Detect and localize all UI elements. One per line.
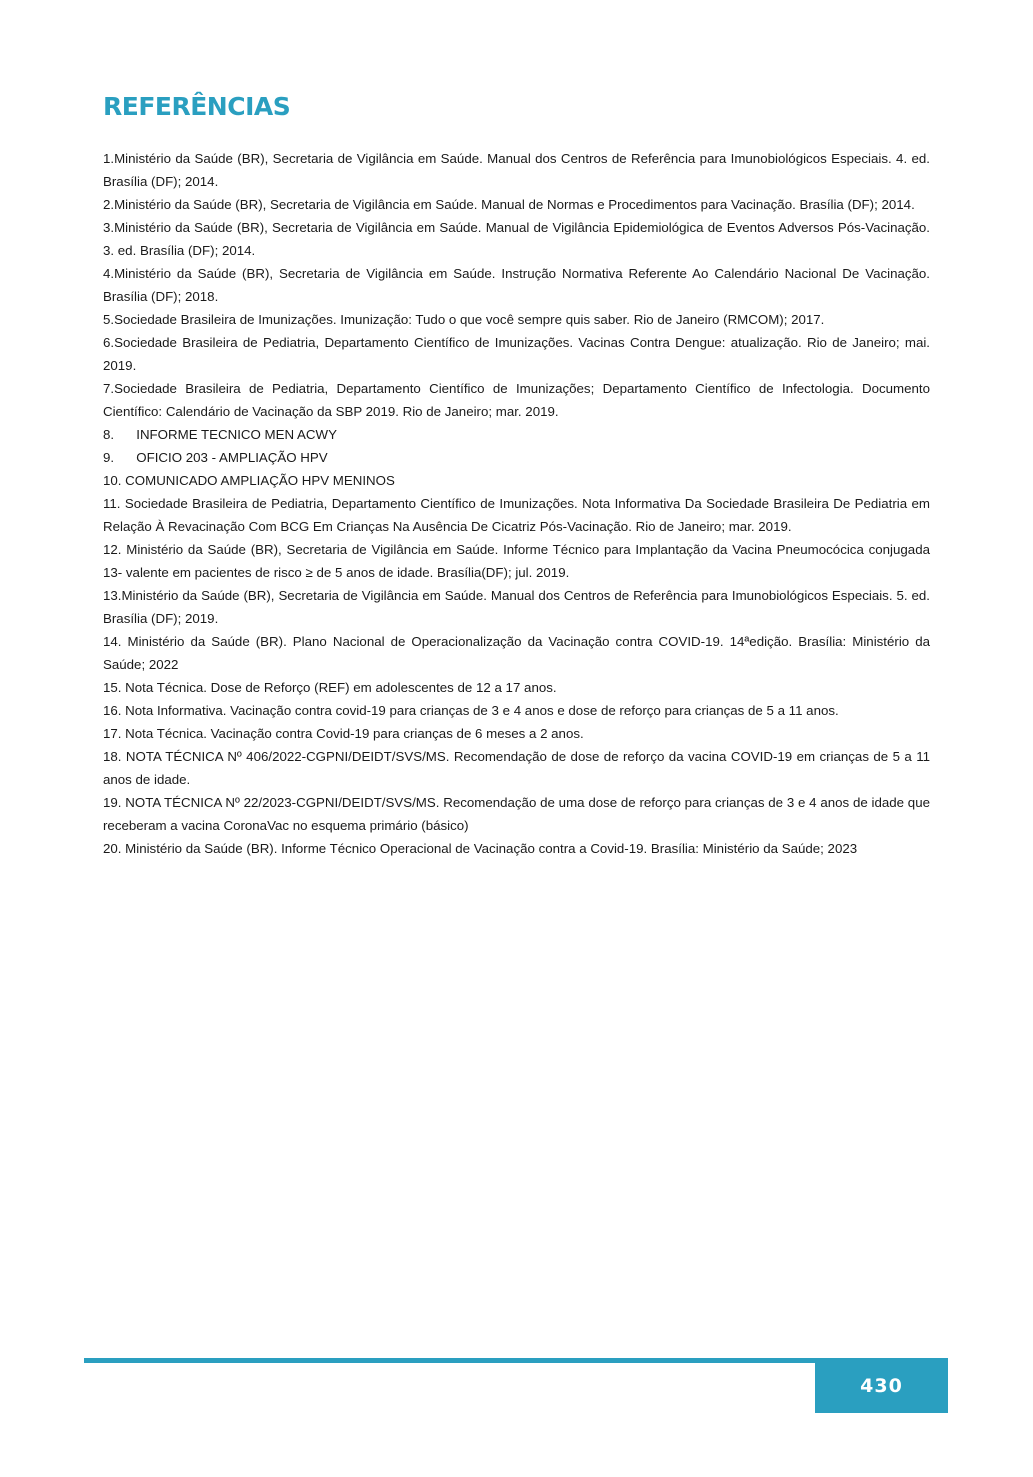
reference-item: 7.Sociedade Brasileira de Pediatria, Departamento Científico de Imunizações; Departamento Científico de Infectologia. Documento Científico: Calendário de Vacinação da SBP 2019. Rio de Janeiro; mar. 2019. (103, 381, 930, 419)
footer-divider (84, 1358, 824, 1363)
reference-item: 12. Ministério da Saúde (BR), Secretaria de Vigilância em Saúde. Informe Técnico para Implantação da Vacina Pneumocócica conjugada 13- valente em pacientes de risco ≥ de 5 anos de idade. Brasília(DF); jul. 2019. (103, 542, 930, 580)
reference-item: 4.Ministério da Saúde (BR), Secretaria de Vigilância em Saúde. Instrução Normativa Referente Ao Calendário Nacional De Vacinação. Brasília (DF); 2018. (103, 266, 930, 304)
reference-item: 17. Nota Técnica. Vacinação contra Covid-19 para crianças de 6 meses a 2 anos. (103, 726, 584, 741)
reference-item: 9. OFICIO 203 - AMPLIAÇÃO HPV (103, 450, 328, 465)
reference-item: 18. NOTA TÉCNICA Nº 406/2022-CGPNI/DEIDT/SVS/MS. Recomendação de dose de reforço da vacina COVID-19 em crianças de 5 a 11 anos de idade. (103, 749, 930, 787)
reference-item: 5.Sociedade Brasileira de Imunizações. Imunização: Tudo o que você sempre quis saber. Rio de Janeiro (RMCOM); 2017. (103, 312, 825, 327)
page-title: REFERÊNCIAS (103, 92, 291, 121)
reference-item: 19. NOTA TÉCNICA Nº 22/2023-CGPNI/DEIDT/SVS/MS. Recomendação de uma dose de reforço para crianças de 3 e 4 anos de idade que receberam a vacina CoronaVac no esquema primário (básico) (103, 795, 930, 833)
reference-item: 15. Nota Técnica. Dose de Reforço (REF) em adolescentes de 12 a 17 anos. (103, 680, 557, 695)
reference-item: 10. COMUNICADO AMPLIAÇÃO HPV MENINOS (103, 473, 395, 488)
reference-item: 2.Ministério da Saúde (BR), Secretaria de Vigilância em Saúde. Manual de Normas e Procedimentos para Vacinação. Brasília (DF); 2014. (103, 197, 915, 212)
reference-list (103, 147, 930, 860)
reference-item: 3.Ministério da Saúde (BR), Secretaria de Vigilância em Saúde. Manual de Vigilância Epidemiológica de Eventos Adversos Pós-Vacinação. 3. ed. Brasília (DF); 2014. (103, 220, 930, 258)
page-number: 430 (815, 1358, 948, 1413)
reference-item: 14. Ministério da Saúde (BR). Plano Nacional de Operacionalização da Vacinação contra COVID-19. 14ªedição. Brasília: Ministério da Saúde; 2022 (103, 634, 930, 672)
reference-item: 20. Ministério da Saúde (BR). Informe Técnico Operacional de Vacinação contra a Covid-19. Brasília: Ministério da Saúde; 2023 (103, 841, 858, 856)
reference-item: 1.Ministério da Saúde (BR), Secretaria de Vigilância em Saúde. Manual dos Centros de Referência para Imunobiológicos Especiais. 4. ed. Brasília (DF); 2014. (103, 151, 930, 189)
reference-item: 8. INFORME TECNICO MEN ACWY (103, 427, 337, 442)
reference-item: 11. Sociedade Brasileira de Pediatria, Departamento Científico de Imunizações. Nota Informativa Da Sociedade Brasileira De Pediatria em Relação À Revacinação Com BCG Em Crianças Na Ausência De Cicatriz Pós-Vacinação. Rio de Janeiro; mar. 2019. (103, 496, 930, 534)
reference-item: 6.Sociedade Brasileira de Pediatria, Departamento Científico de Imunizações. Vacinas Contra Dengue: atualização. Rio de Janeiro; mai. 2019. (103, 335, 930, 373)
reference-item: 16. Nota Informativa. Vacinação contra covid-19 para crianças de 3 e 4 anos e dose de reforço para crianças de 5 a 11 anos. (103, 703, 839, 718)
reference-item: 13.Ministério da Saúde (BR), Secretaria de Vigilância em Saúde. Manual dos Centros de Referência para Imunobiológicos Especiais. 5. ed. Brasília (DF); 2019. (103, 588, 930, 626)
